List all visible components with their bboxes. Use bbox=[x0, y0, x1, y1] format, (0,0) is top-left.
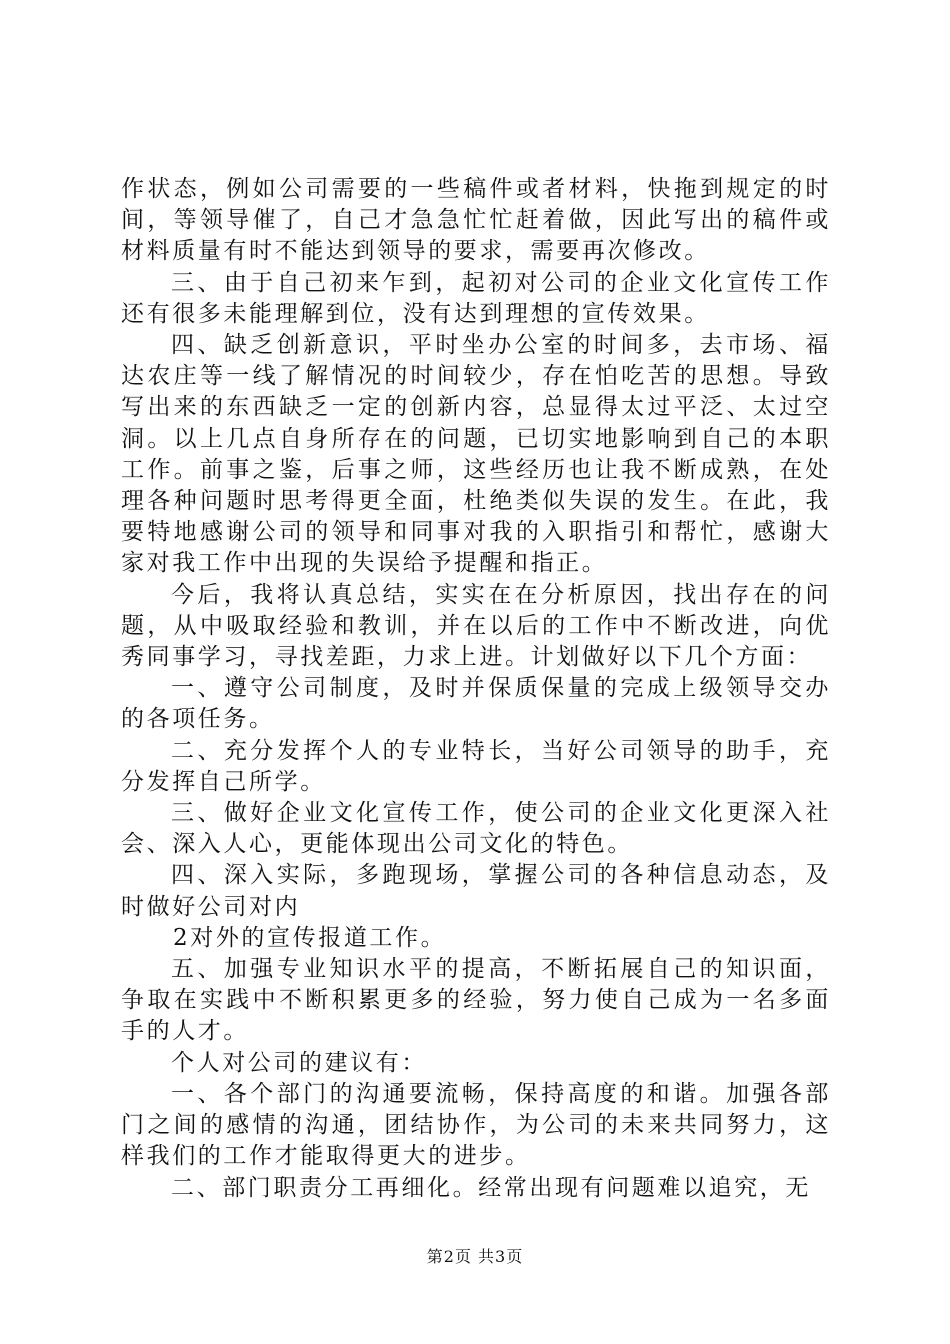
paragraph-problem-4: 四、缺乏创新意识，平时坐办公室的时间多，去市场、福达农庄等一线了解情况的时间较少，存在怕吃苦的思想。导致写出来的东西缺乏一定的创新内容，总显得太过平泛、太过空洞。以上几点自身所存在的问题，已切实地影响到自己的本职工作。前事之鉴，后事之师，这些经历也让我不断成熟，在处理各种问题时思考得更全面，杜绝类似失误的发生。在此，我要特地感谢公司的领导和同事对我的入职指引和帮忙，感谢大家对我工作中出现的失误给予提醒和指正。 bbox=[121, 332, 831, 577]
paragraph-plan-5: 五、加强专业知识水平的提高，不断拓展自己的知识面，争取在实践中不断积累更多的经验，努力使自己成为一名多面手的人才。 bbox=[121, 956, 831, 1045]
page-number-footer: 第2页 共3页 bbox=[426, 1247, 524, 1266]
document-body bbox=[121, 174, 831, 1204]
paragraph-plan-4: 四、深入实际，多跑现场，掌握公司的各种信息动态，及时做好公司对内 bbox=[121, 862, 831, 920]
paragraph-plan-3: 三、做好企业文化宣传工作，使公司的企业文化更深入社会、深入人心，更能体现出公司文化的特色。 bbox=[121, 800, 831, 858]
paragraph-plan-1: 一、遵守公司制度，及时并保质保量的完成上级领导交办的各项任务。 bbox=[121, 675, 831, 733]
paragraph-future-plan: 今后，我将认真总结，实实在在分析原因，找出存在的问题，从中吸取经验和教训，并在以后的工作中不断改进，向优秀同事学习，寻找差距，力求上进。计划做好以下几个方面： bbox=[121, 581, 831, 671]
paragraph-suggestion-2: 二、部门职责分工再细化。经常出现有问题难以追究，无 bbox=[171, 1174, 811, 1201]
paragraph-problem-3: 三、由于自己初来乍到，起初对公司的企业文化宣传工作还有很多未能理解到位，没有达到理想的宣传效果。 bbox=[121, 269, 831, 327]
paragraph-plan-2: 二、充分发挥个人的专业特长，当好公司领导的助手，充分发挥自己所学。 bbox=[121, 737, 831, 795]
paragraph-suggestion-1: 一、各个部门的沟通要流畅，保持高度的和谐。加强各部门之间的感情的沟通，团结协作，为公司的未来共同努力，这样我们的工作才能取得更大的进步。 bbox=[121, 1080, 831, 1170]
paragraph-plan-4-continued: 2对外的宣传报道工作。 bbox=[173, 924, 447, 951]
paragraph-continued: 作状态，例如公司需要的一些稿件或者材料，快拖到规定的时间，等领导催了，自己才急急忙忙赶着做，因此写出的稿件或材料质量有时不能达到领导的要求，需要再次修改。 bbox=[121, 176, 831, 265]
paragraph-suggestions-heading: 个人对公司的建议有： bbox=[171, 1049, 427, 1076]
